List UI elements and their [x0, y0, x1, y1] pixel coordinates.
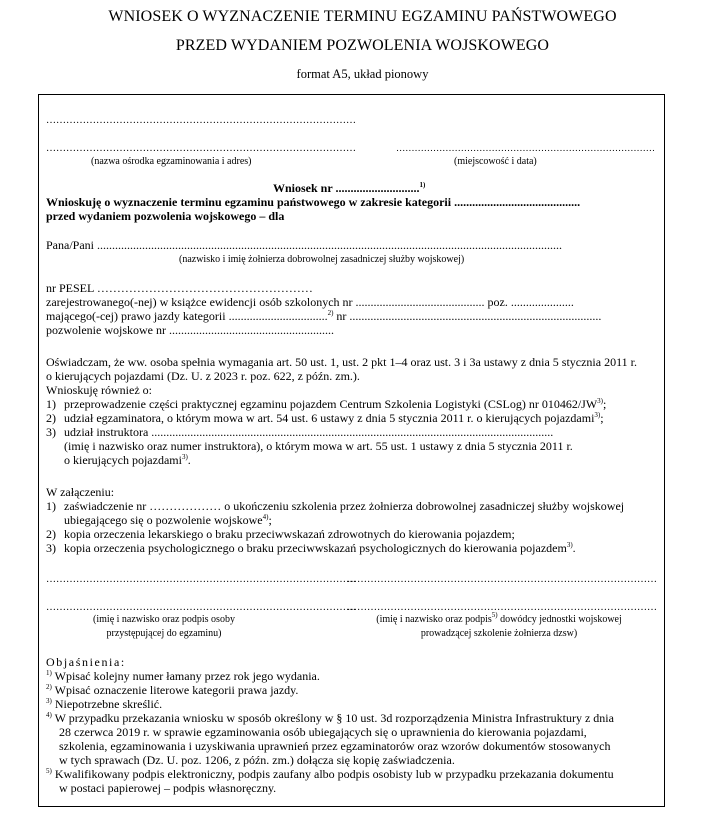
attachments-heading: W załączeniu: — [46, 485, 115, 499]
request-number: Wniosek nr ............................$^{1)}$ — [273, 181, 426, 195]
form-frame — [38, 94, 665, 807]
notes-heading: Objaśnienia: — [46, 655, 126, 669]
format-note: format A5, układ pionowy — [296, 67, 429, 81]
military-permit-field: pozwolenie wojskowe nr ....................................................... — [46, 323, 334, 337]
note-4-line4: w tych sprawach (Dz. U. poz. 1206, z późn. zm.) dołącza się kopię zaświadczenia. — [59, 753, 455, 767]
note-2: $^{2)}$ Wpisać oznaczenie literowe kategorii prawa jazdy. — [46, 683, 299, 697]
note-5-line2: w postaci papierowej – podpis własnoręczny. — [59, 781, 277, 795]
pesel-field: nr PESEL ……………………………………………… — [46, 281, 313, 295]
institution-caption: (nazwa ośrodka egzaminowania i adres) — [91, 156, 252, 167]
signature-left-caption2: przystępującej do egzaminu) — [106, 628, 222, 639]
attachment-1-line2: ubiegającego się o pozwolenie wojskowe$^{4)}$; — [64, 513, 272, 527]
registration-field: zarejestrowanego(-nej) w książce ewidencji osób szkolonych nr ........................................... poz. ..................... — [46, 295, 574, 309]
declaration-line1: Oświadczam, że ww. osoba spełnia wymagania art. 50 ust. 1, ust. 2 pkt 1–4 oraz ust. 3 i 3a ustawy z dnia 5 stycznia 2011 r. — [46, 355, 637, 369]
signature-left-dots1: ………………………………………………………………………………… — [46, 574, 356, 585]
request-item-2: 2) udział egzaminatora, o którym mowa w art. 54 ust. 6 ustawy z dnia 5 stycznia 2011 r. o kierujących pojazdami$^{3)}$; — [46, 411, 604, 425]
pana-pani-caption: (nazwisko i imię żołnierza dobrowolnej zasadniczej służby wojskowej) — [179, 254, 465, 265]
signature-right-caption1: (imię i nazwisko oraz podpis$^{5)}$ dowódcy jednostki wojskowej — [376, 611, 622, 625]
signature-right-dots2: ………………………………………………………………………………… — [347, 602, 657, 613]
form-title-line2: PRZED WYDANIEM POZWOLENIA WOJSKOWEGO — [175, 37, 550, 54]
also-request-heading: Wnioskuję również o: — [46, 383, 152, 397]
request-item-3-line3: o kierujących pojazdami$^{3)}$. — [64, 453, 191, 467]
attachment-2: 2) kopia orzeczenia lekarskiego o braku przeciwwskazań zdrowotnych do kierowania pojazdem; — [46, 527, 515, 541]
request-line1: Wnioskuję o wyznaczenie terminu egzaminu państwowego w zakresie kategorii .......................................... — [46, 195, 581, 209]
attachment-3: 3) kopia orzeczenia psychologicznego o braku przeciwwskazań psychologicznych do kierowania pojazdem$^{3)}$. — [46, 541, 576, 555]
institution-dots-line1: ………………………………………………………………………………… — [46, 115, 356, 126]
request-item-3-line2: (imię i nazwisko oraz numer instruktora), o którym mowa w art. 55 ust. 1 ustawy z dnia 5 stycznia 2011 r. — [64, 439, 573, 453]
request-line2: przed wydaniem pozwolenia wojskowego – dla — [46, 209, 285, 223]
request-item-3: 3) udział instruktora ...................................................................................................................................... — [46, 425, 554, 439]
declaration-line2: o kierujących pojazdami (Dz. U. z 2023 r. poz. 622, z późn. zm.). — [46, 369, 360, 383]
place-date-dots: ………………………………………………………………………… — [396, 144, 655, 154]
note-3: $^{3)}$ Niepotrzebne skreślić. — [46, 697, 163, 711]
note-4-line3: szkolenia, egzaminowania i uzyskiwania uprawnień przez egzaminatorów oraz wzorów dokumentów stosowanych — [59, 739, 611, 753]
note-5: $^{5)}$ Kwalifikowany podpis elektroniczny, podpis zaufany albo podpis osobisty lub w przypadku przekazania dokumentu — [46, 767, 614, 781]
note-4: $^{4)}$ W przypadku przekazania wniosku w sposób określony w § 10 ust. 3d rozporządzenia Ministra Infrastruktury z dnia — [46, 711, 614, 725]
pana-pani-field: Pana/Pani ........................................................................................................................................................... — [46, 238, 562, 252]
form-title-line1: WNIOSEK O WYZNACZENIE TERMINU EGZAMINU PAŃSTWOWEGO — [108, 8, 617, 25]
license-field: mającego(-cej) prawo jazdy kategorii .................................$^{2)}$ nr .................................................................................... — [46, 309, 602, 323]
place-date-caption: (miejscowość i data) — [454, 156, 537, 167]
signature-left-dots2: ………………………………………………………………………………… — [46, 602, 356, 613]
signature-right-caption2: prowadzącej szkolenie żołnierza dzsw) — [420, 628, 578, 639]
institution-dots-line2: ………………………………………………………………………………… — [46, 143, 356, 154]
request-item-1: 1) przeprowadzenie części praktycznej egzaminu pojazdem Centrum Szkolenia Logistyki (CSLog) nr 010462/JW$^{3)}$; — [46, 397, 607, 411]
note-4-line2: 28 czerwca 2019 r. w sprawie egzaminowania osób ubiegających się o uprawnienia do kierowania pojazdami, — [59, 725, 587, 739]
note-1: $^{1)}$ Wpisać kolejny numer łamany przez rok jego wydania. — [46, 669, 320, 683]
signature-left-caption1: (imię i nazwisko oraz podpis osoby — [93, 614, 235, 625]
signature-right-dots1: ………………………………………………………………………………… — [347, 574, 657, 585]
attachment-1: 1) zaświadczenie nr ……………… o ukończeniu szkolenia przez żołnierza dobrowolnej zasadniczej służby wojskowej — [46, 499, 625, 513]
